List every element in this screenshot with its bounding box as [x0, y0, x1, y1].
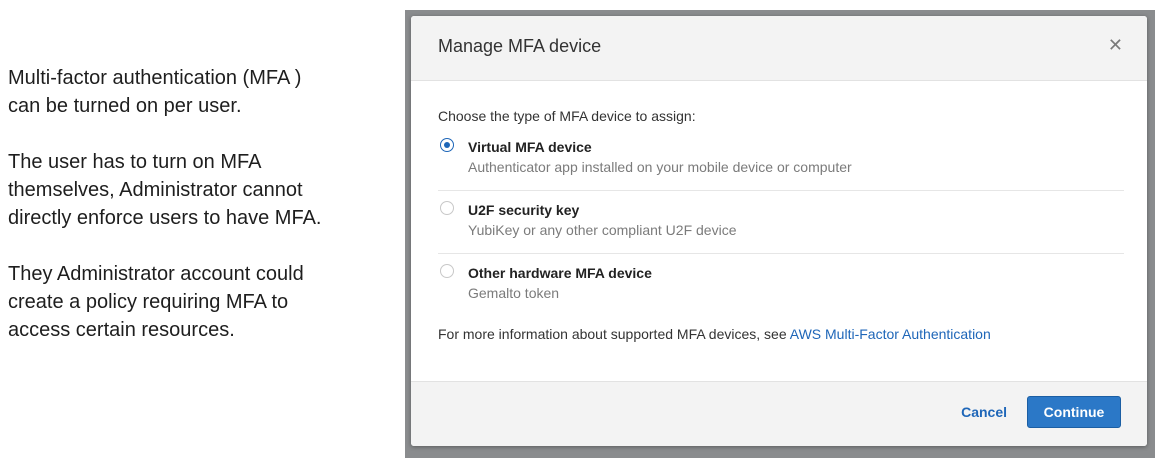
- aws-mfa-link[interactable]: AWS Multi-Factor Authentication: [789, 326, 991, 342]
- option-hardware-mfa[interactable]: [438, 264, 1124, 316]
- device-type-prompt: Choose the type of MFA device to assign:: [438, 108, 696, 124]
- option-description: Gemalto token: [468, 285, 560, 301]
- radio-u2f-key[interactable]: [440, 201, 454, 215]
- option-description: YubiKey or any other compliant U2F device: [468, 222, 737, 238]
- info-text: For more information about supported MFA devices, see: [438, 326, 790, 342]
- close-icon[interactable]: ✕: [1107, 35, 1123, 55]
- option-description: Authenticator app installed on your mobile device or computer: [468, 159, 852, 175]
- explanation-notes: [8, 64, 388, 372]
- option-label: Other hardware MFA device: [468, 265, 652, 281]
- continue-button[interactable]: Continue: [1027, 396, 1121, 428]
- option-virtual-mfa[interactable]: [438, 138, 1124, 191]
- dialog-footer: [411, 381, 1147, 446]
- option-label: Virtual MFA device: [468, 139, 592, 155]
- option-label: U2F security key: [468, 202, 580, 218]
- option-u2f-key[interactable]: [438, 201, 1124, 254]
- dialog-body: [411, 81, 1147, 384]
- cancel-button[interactable]: Cancel: [961, 404, 1007, 420]
- radio-hardware-mfa[interactable]: [440, 264, 454, 278]
- mfa-info-text: [438, 326, 1120, 342]
- note-paragraph: They Administrator account could create a policy requiring MFA to access certain resources.: [8, 263, 304, 341]
- note-paragraph: The user has to turn on MFA themselves, Administrator cannot directly enforce users to have MFA.: [8, 151, 322, 229]
- radio-virtual-mfa[interactable]: [440, 138, 454, 152]
- dialog-title: Manage MFA device: [438, 36, 602, 56]
- screenshot-overlay: [405, 10, 1155, 458]
- dialog-header: [411, 16, 1147, 81]
- manage-mfa-dialog: [411, 16, 1147, 446]
- note-paragraph: Multi-factor authentication (MFA ) can be turned on per user.: [8, 67, 302, 117]
